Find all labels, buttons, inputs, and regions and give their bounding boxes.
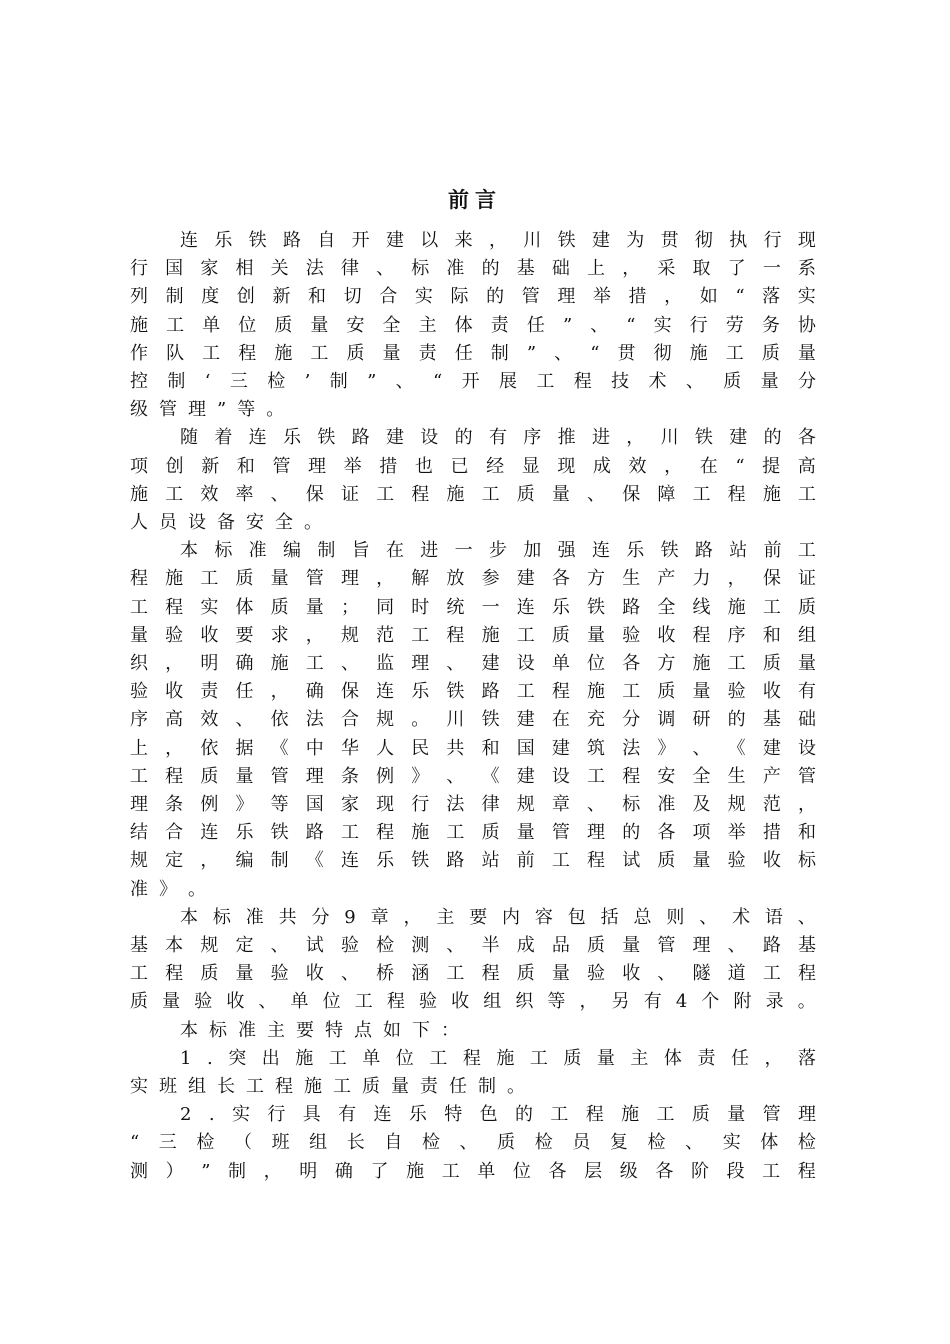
- text-line: 质 量 验 收 、 单 位 工 程 验 收 组 织 等 ， 另 有 4 个 附 录 。: [130, 991, 816, 1013]
- text-line: 本 标 准 主 要 特 点 如 下 ：: [180, 1019, 459, 1041]
- text-line: 连 乐 铁 路 自 开 建 以 来 ， 川 铁 建 为 贯 彻 执 行 现: [180, 230, 816, 251]
- text-line: 本 标 准 共 分 9 章 ， 主 要 内 容 包 括 总 则 、 术 语 、: [180, 906, 816, 928]
- text-line: 工 程 质 量 验 收 、 桥 涵 工 程 质 量 验 收 、 隧 道 工 程: [130, 963, 816, 985]
- text-line: 理 条 例 》 等 国 家 现 行 法 律 规 章 、 标 准 及 规 范 ，: [130, 794, 816, 815]
- text-line: 列 制 度 创 新 和 切 合 实 际 的 管 理 举 措 ， 如 “ 落 实: [130, 286, 816, 308]
- text-line: 规 定 ， 编 制 《 连 乐 铁 路 站 前 工 程 试 质 量 验 收 标: [130, 850, 816, 872]
- text-line: 工 程 质 量 管 理 条 例 》 、 《 建 设 工 程 安 全 生 产 管: [130, 765, 816, 787]
- text-line: 人 员 设 备 安 全 。: [130, 512, 322, 533]
- text-line: 施 工 效 率 、 保 证 工 程 施 工 质 量 、 保 障 工 程 施 工: [130, 483, 816, 505]
- text-line: 1 . 突 出 施 工 单 位 工 程 施 工 质 量 主 体 责 任 ， 落: [180, 1047, 816, 1069]
- text-line: 控 制 ‘ 三 检 ’ 制 ” 、 “ 开 展 工 程 技 术 、 质 量 分: [130, 371, 816, 392]
- text-line: 作 队 工 程 施 工 质 量 责 任 制 ” 、 “ 贯 彻 施 工 质 量: [130, 342, 816, 364]
- text-line: 基 本 规 定 、 试 验 检 测 、 半 成 品 质 量 管 理 、 路 基: [130, 935, 816, 956]
- text-line: 程 施 工 质 量 管 理 ， 解 放 参 建 各 方 生 产 力 ， 保 证: [130, 568, 816, 590]
- text-line: 量 验 收 要 求 ， 规 范 工 程 施 工 质 量 验 收 程 序 和 组: [130, 624, 816, 646]
- text-line: 上 ， 依 据 《 中 华 人 民 共 和 国 建 筑 法 》 、 《 建 设: [130, 737, 816, 759]
- text-line: 织 ， 明 确 施 工 、 监 理 、 建 设 单 位 各 方 施 工 质 量: [130, 653, 816, 674]
- text-line: 2 . 实 行 具 有 连 乐 特 色 的 工 程 施 工 质 量 管 理: [180, 1104, 816, 1126]
- text-line: 施 工 单 位 质 量 安 全 主 体 责 任 ” 、 “ 实 行 劳 务 协: [130, 314, 816, 336]
- text-line: 工 程 实 体 质 量 ； 同 时 统 一 连 乐 铁 路 全 线 施 工 质: [130, 596, 816, 618]
- text-line: 序 高 效 、 依 法 合 规 。 川 铁 建 在 充 分 调 研 的 基 础: [130, 709, 816, 731]
- text-line: 准 》 。: [130, 878, 206, 900]
- text-line: 项 创 新 和 管 理 举 措 也 已 经 显 现 成 效 ， 在 “ 提 高: [130, 455, 816, 477]
- text-line: 级 管 理 ” 等 。: [130, 399, 285, 421]
- text-line: 验 收 责 任 ， 确 保 连 乐 铁 路 工 程 施 工 质 量 验 收 有: [130, 681, 816, 703]
- page-title: 前言: [448, 187, 502, 212]
- text-line: 本 标 准 编 制 旨 在 进 一 步 加 强 连 乐 铁 路 站 前 工: [180, 540, 816, 562]
- text-line: 测 ） ” 制 ， 明 确 了 施 工 单 位 各 层 级 各 阶 段 工 程: [130, 1160, 816, 1182]
- text-line: 随 着 连 乐 铁 路 建 设 的 有 序 推 进 ， 川 铁 建 的 各: [180, 427, 816, 449]
- text-line: 实 班 组 长 工 程 施 工 质 量 责 任 制 。: [130, 1076, 525, 1097]
- text-line: “ 三 检 （ 班 组 长 自 检 、 质 检 员 复 检 、 实 体 检: [130, 1132, 816, 1154]
- text-line: 结 合 连 乐 铁 路 工 程 施 工 质 量 管 理 的 各 项 举 措 和: [130, 822, 816, 844]
- text-line: 行 国 家 相 关 法 律 、 标 准 的 基 础 上 ， 采 取 了 一 系: [130, 258, 816, 280]
